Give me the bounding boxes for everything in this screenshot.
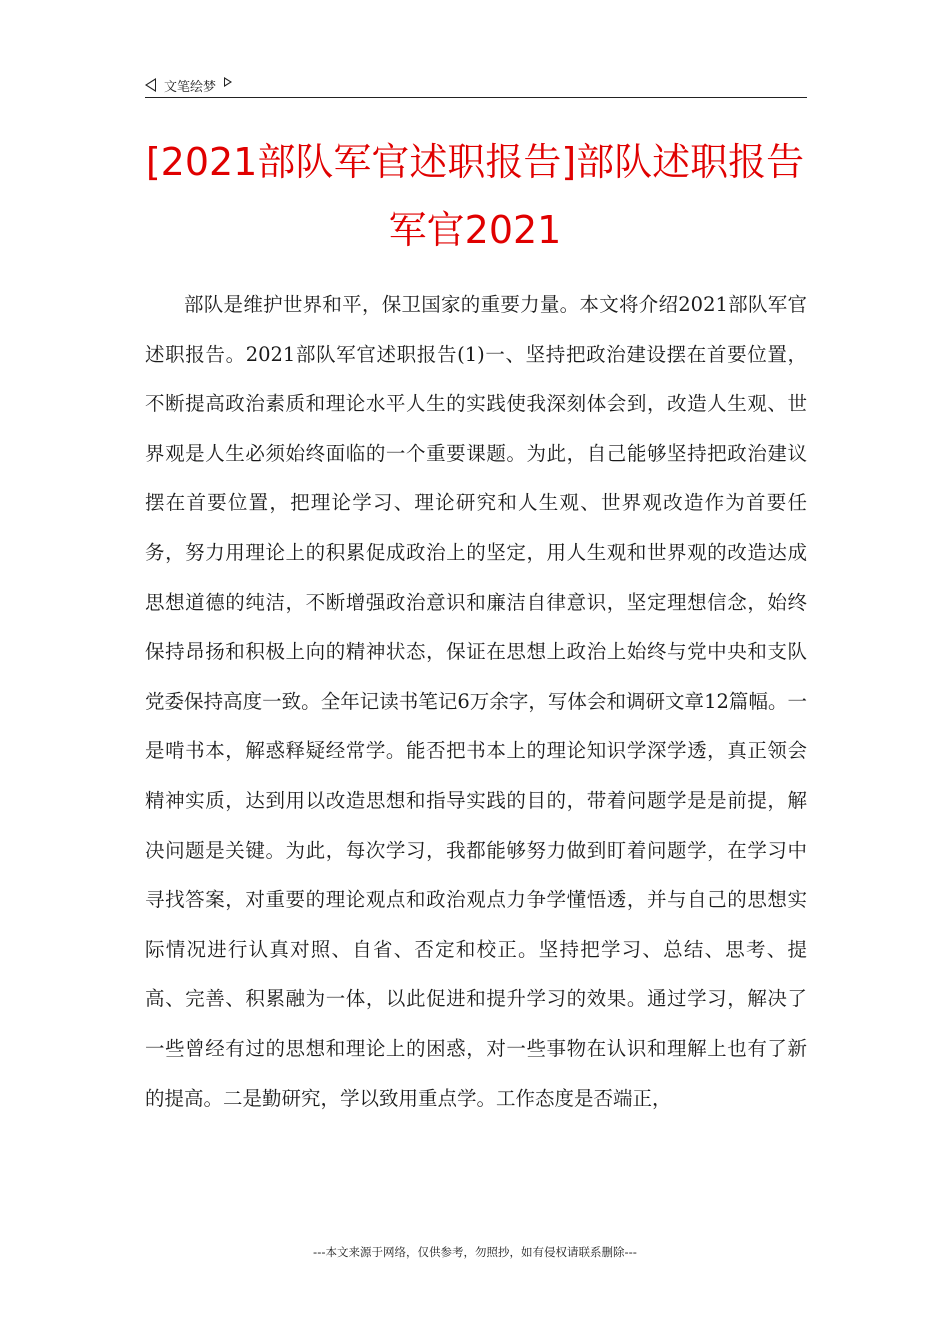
header-brand: 文笔绘梦: [164, 79, 217, 95]
header-divider: [145, 97, 807, 98]
triangle-left-outline-icon: [145, 78, 156, 92]
document-title: [2021部队军官述职报告]部队述职报告军官2021: [145, 140, 805, 252]
triangle-right-outline-icon: [224, 77, 232, 87]
footer-notice: ---本文来源于网络，仅供参考，勿照抄，如有侵权请联系删除---: [313, 1245, 637, 1259]
document-body: 部队是维护世界和平，保卫国家的重要力量。本文将介绍2021部队军官述职报告。2021部队军官述职报告(1)一、坚持把政治建设摆在首要位置，不断提高政治素质和理论水平人生的实践使我深刻体会到，改造人生观、世界观是人生必须始终面临的一个重要课题。为此，自己能够坚持把政治建议摆在首要位置，把理论学习、理论研究和人生观、世界观改造作为首要任务，努力用理论上的积累促成政治上的坚定，用人生观和世界观的改造达成思想道德的纯洁，不断增强政治意识和廉洁自律意识，坚定理想信念，始终保持昂扬和积极上向的精神状态，保证在思想上政治上始终与党中央和支队党委保持高度一致。全年记读书笔记6万余字，写体会和调研文章12篇幅。一是啃书本，解惑释疑经常学。能否把书本上的理论知识学深学透，真正领会精神实质，达到用以改造思想和指导实践的目的，带着问题学是是前提，解决问题是关键。为此，每次学习，我都能够努力做到盯着问题学，在学习中寻找答案，对重要的理论观点和政治观点力争学懂悟透，并与自己的思想实际情况进行认真对照、自省、否定和校正。坚持把学习、总结、思考、提高、完善、积累融为一体，以此促进和提升学习的效果。通过学习，解决了一些曾经有过的思想和理论上的困惑，对一些事物在认识和理解上也有了新的提高。二是勤研究，学以致用重点学。工作态度是否端正，: [145, 293, 807, 1110]
page-header: [145, 73, 807, 97]
